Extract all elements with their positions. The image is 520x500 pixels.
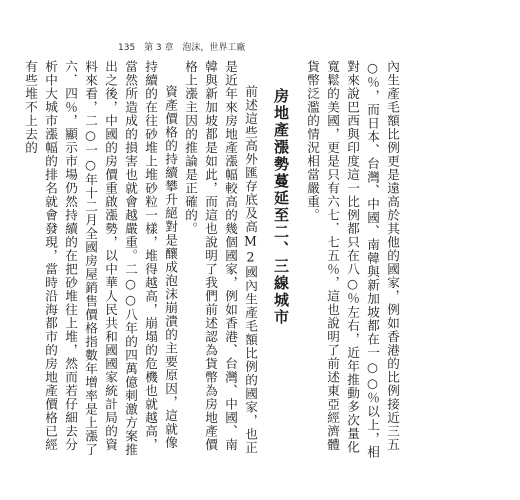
paragraph-3: 資產價格的持續攀升絕對是釀成泡沫崩潰的主要原因，這就像持續的在往砂堆上堆砂粒一樣，堆得越高，崩塌的危機也就越高，當然所造成的損害也就會越嚴重。二○○八年的四萬億刺激方案推出之後，中國的房價重啟漲勢，以中華人民共和國國家統計局的資料來看，二○一○年十二月全國房屋銷售價格指數年增率是上漲了六．四％，顯示市場仍然持續的在把砂堆往上堆，然而若仔細去分析中大城市漲幅的排名就會發現，當時沿海都市的房地產價格已經有些堆不上去的 [23,60,178,457]
page-header [118,40,251,53]
page-number: 135 [118,43,136,53]
section-heading: 房地產漲勢蔓延至二、三線城市 [272,88,290,326]
body-text [20,60,402,460]
paragraph-1: 內生產毛額比例更是遠高於其他的國家，例如香港的比例接近三五○％，而日本、台灣、中國、南韓與新加坡都在一○○％以上，相對來說巴西與印度這一比例都只在八○％左右，近年推動多次量化寬鬆的美國，更是只有六七．七五％，這也說明了前述東亞經濟體貨幣泛濫的情況相當嚴重。 [305,60,400,459]
paragraph-2: 前述這些高外匯存底及高M2國內生產毛額比例的國家，也正是近年來房地產漲幅較高的幾個國家，例如香港、台灣、中國、南韓與新加坡都是如此，而這也說明了我們前述認為貨幣為房地產價格上漲主因的推論是正確的。 [183,60,258,455]
chapter-label: 第 3 章 [144,43,174,53]
chapter-title: 泡沫，世界工廠 [182,43,246,53]
